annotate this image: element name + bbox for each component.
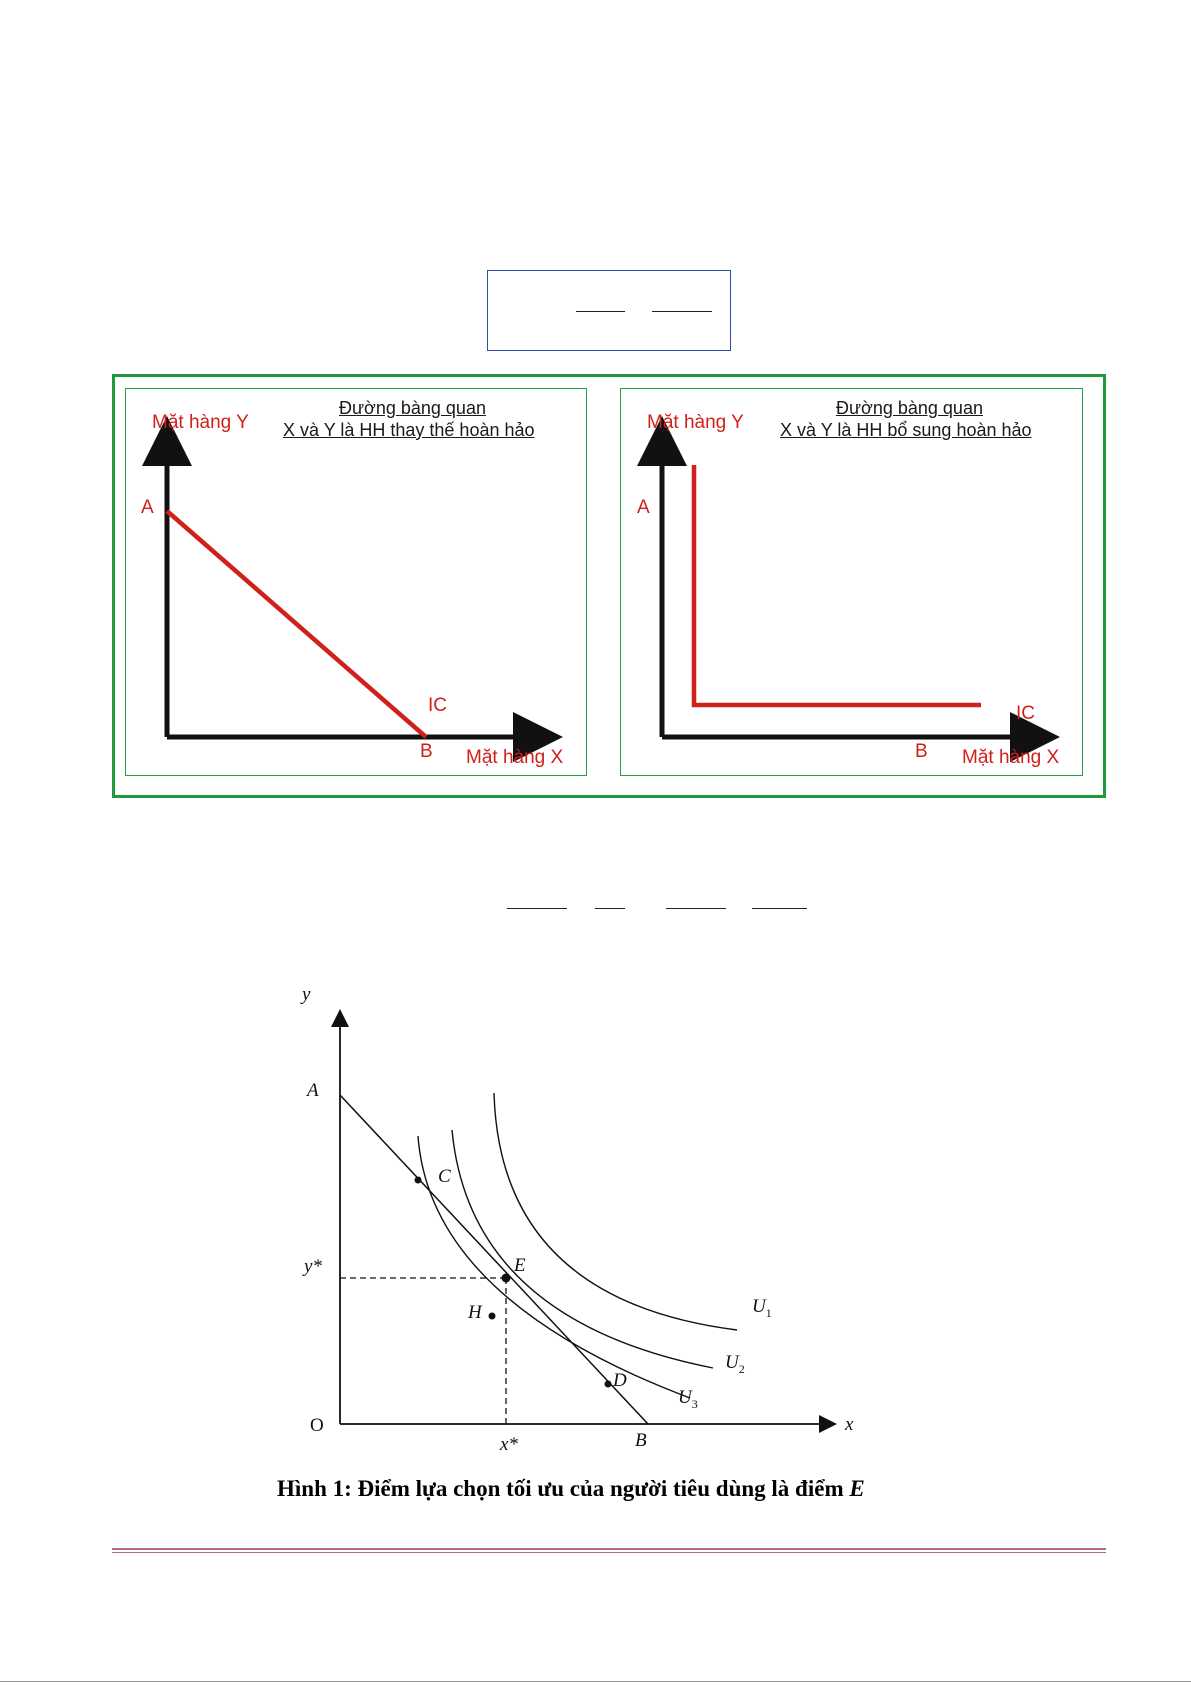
panel-title-line2: X và Y là HH bổ sung hoàn hảo: [780, 420, 1032, 440]
panel-title-line1: Đường bàng quan: [339, 398, 486, 418]
fig-x-axis-label: x: [845, 1414, 854, 1435]
point-c: [415, 1177, 422, 1184]
panel-title-line1: Đường bàng quan: [836, 398, 983, 418]
curve-label: IC: [1016, 703, 1035, 724]
fig-point-e-label: E: [514, 1255, 526, 1276]
x-axis-label: Mặt hàng X: [466, 747, 564, 768]
panel-title-line2: X và Y là HH thay thế hoàn hảo: [283, 420, 535, 440]
fig-y-axis-label: y: [302, 984, 311, 1005]
budget-line: [340, 1095, 648, 1424]
point-a-label: A: [141, 497, 154, 518]
fig-point-c-label: C: [438, 1166, 451, 1187]
indifference-curve-u2: [452, 1130, 713, 1368]
footer-divider-thin: [112, 1552, 1106, 1553]
point-d: [605, 1381, 612, 1388]
y-axis-label: Mặt hàng Y: [647, 412, 744, 433]
point-h: [489, 1313, 496, 1320]
point-b-label: B: [915, 741, 928, 762]
figure-caption: Hình 1: Điểm lựa chọn tối ưu của người tiêu dùng là điểm E: [277, 1476, 865, 1501]
point-b-label: B: [420, 741, 433, 762]
fig-origin-label: O: [310, 1415, 324, 1436]
bottom-rule: [0, 1681, 1191, 1682]
fig-x-star-label: x*: [500, 1434, 518, 1455]
indifference-curve-u1: [494, 1093, 737, 1330]
fig-u1-label: $U_1$: [752, 1296, 772, 1320]
point-a-label: A: [637, 497, 650, 518]
footer-divider: [112, 1548, 1106, 1550]
fig-point-b-label: B: [635, 1430, 647, 1451]
fig-point-a-label: A: [307, 1080, 319, 1101]
fig-point-d-label: D: [613, 1370, 627, 1391]
y-axis-label: Mặt hàng Y: [152, 412, 249, 433]
curve-label: IC: [428, 695, 447, 716]
fig-u2-label: $U_2$: [725, 1352, 745, 1376]
point-e: [502, 1274, 511, 1283]
indifference-curve-u3: [418, 1136, 690, 1398]
fig-u3-label: $U_3$: [678, 1387, 698, 1411]
fig-y-star-label: y*: [304, 1256, 322, 1277]
x-axis-label: Mặt hàng X: [962, 747, 1060, 768]
fig-point-h-label: H: [468, 1302, 482, 1323]
